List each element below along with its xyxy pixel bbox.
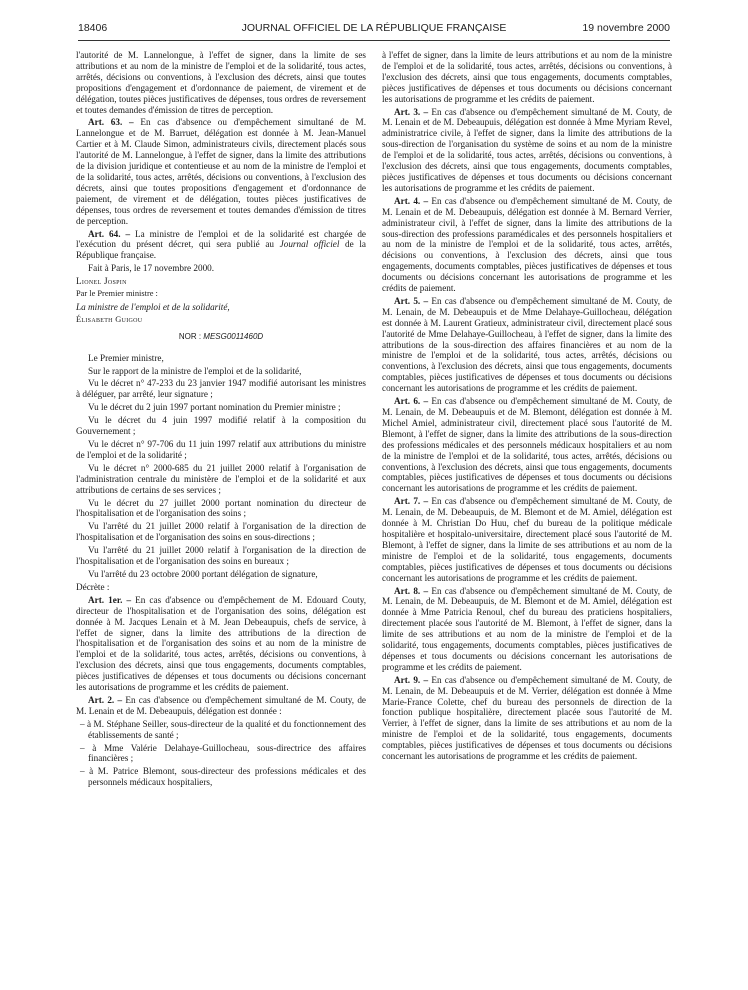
- issue-date: 19 novembre 2000: [582, 22, 670, 34]
- article-label: Art. 64. –: [88, 228, 131, 239]
- article-text: En cas d'absence ou d'empêchement de M. Edouard Couty, directeur de l'hospitalisation et de l'organisation des soins, délégation est donnée à M. Jacques Lenain et à M. Jean Debeaupuis, chefs de service, à l'effet de signer, dans la limite des attributions de la direction de l'hospitalisation et de l'organisation des soins et au nom de la ministre de l'emploi et de la solidarité, tous actes, arrêtés, décisions ou conventions, à l'exclusion des décrets, ainsi que tous engagements, documents comptables, pièces justificatives de dépenses et tous documents ou décisions concernant les autorisations de programme et les crédits de paiement.: [76, 594, 366, 693]
- visa-line: Vu le décret du 27 juillet 2000 portant nomination du directeur de l'hospitalisation et de l'organisation des soins ;: [76, 497, 366, 519]
- article-label: Art. 6. –: [394, 396, 429, 407]
- article-label: Art. 3. –: [394, 106, 429, 117]
- visa-line: Vu l'arrêté du 21 juillet 2000 relatif à l'organisation de la direction de l'hospitalisation et de l'organisation des soins en bureaux ;: [76, 545, 366, 567]
- article-label: Art. 9. –: [394, 674, 429, 685]
- page-number: 18406: [78, 22, 108, 34]
- journal-reference: Journal officiel: [279, 239, 340, 250]
- article-text: En cas d'absence ou d'empêchement simultané de M. Couty, de M. Lenain, de M. Debeaupuis, de M. Blemont et de M. Amiel, délégation est donnée à M. Christian Do Huu, chef du bureau de la politique médicale hospitalière et hospitalo-universitaire, directement placé sous l'autorité de M. Blemont, à l'effet de signer, dans la limite de ses attributions et au nom de la ministre de l'emploi et de la solidarité, tous engagements, documents comptables, pièces justificatives de dépenses et tous documents ou décisions concernant les autorisations de programme et les crédits de paiement.: [382, 496, 673, 583]
- signatory-minister: Élisabeth Guigou: [76, 314, 143, 324]
- header-rule: [78, 40, 670, 41]
- page-header: [78, 18, 670, 40]
- nor-label: NOR :: [178, 331, 202, 341]
- paragraph: l'autorité de M. Lannelongue, à l'effet de signer, dans la limite de ses attributions et au nom de la ministre de l'emploi et de la solidarité, tous actes, arrêtés, décisions ou conventions, à l'exclusion des décrets, ainsi que toutes propositions d'engagement et d'ordonnance de paiement, de virement et de délégation, toutes pièces justificatives de dépenses, tous ordres de reversement et toutes demandes d'émission de titres de perception.: [76, 50, 366, 115]
- article-3: [382, 107, 672, 194]
- article-1: [76, 595, 366, 693]
- visa-line: Sur le rapport de la ministre de l'emploi et de la solidarité,: [88, 365, 302, 376]
- article-4: [382, 196, 672, 294]
- visa-line: Vu le décret n° 2000-685 du 21 juillet 2000 relatif à l'organisation de l'administration centrale du ministère de l'emploi et de la solidarité et aux attributions de certains de ses services ;: [76, 462, 366, 495]
- article-label: Art. 4. –: [394, 195, 429, 206]
- journal-title: JOURNAL OFFICIEL DE LA RÉPUBLIQUE FRANÇAISE: [241, 22, 507, 34]
- article-8: [382, 586, 672, 673]
- list-item: – à M. Patrice Blemont, sous-directeur des professions médicales et des personnels médicaux hospitaliers,: [80, 766, 366, 788]
- article-text: En cas d'absence ou d'empêchement simultané de M. Couty, de M. Lenain et de M. Debeaupuis, délégation est donnée à Mme Myriam Revel, administratrice civile, à l'effet de signer, dans la limite des attributions de la sous-direction de l'organisation du système de soins et au nom de la ministre de l'emploi et de la solidarité, tous actes, arrêtés, décisions ou conventions, à l'exclusion des décrets, ainsi que tous engagements, documents comptables, pièces justificatives de dépenses et tous documents ou décisions concernant les autorisations de programme et les crédits de paiement.: [382, 106, 673, 193]
- signature-place-date: Fait à Paris, le 17 novembre 2000.: [88, 263, 215, 274]
- article-text: En cas d'absence ou d'empêchement simultané de M. Couty, de M. Lenain et de M. Debeaupuis, délégation est donnée à M. Bernard Verrier, administrateur civil, à l'effet de signer, dans la limite des attributions de la sous-direction des professions paramédicales et des personnels hospitaliers et au nom de la ministre de l'emploi et de la solidarité, tous actes, arrêtés, décisions ou conventions, à l'exclusion des décrets, ainsi que tous engagements, documents comptables, pièces justificatives de dépenses et tous documents ou décisions concernant les autorisations de programme et les crédits de paiement.: [382, 195, 673, 294]
- article-text: En cas d'absence ou d'empêchement simultané de M. Couty, de M. Lenain, de M. Debeaupuis, de M. Blemont et de M. Amiel, délégation est donnée à Mme Patricia Renoul, chef du bureau des praticiens hospitaliers, directement placée sous l'autorité de M. Blemont, à l'effet de signer, dans la limite de ses attributions et au nom de la ministre de l'emploi et de la solidarité, tous engagements, documents comptables, pièces justificatives de dépenses et tous documents ou décisions concernant les autorisations de programme et les crédits de paiement.: [382, 585, 673, 672]
- left-column: [76, 50, 366, 790]
- article-text: En cas d'absence ou d'empêchement simultané de M. Couty, de M. Lenain et de M. Debeaupuis, délégation est donnée :: [76, 694, 367, 716]
- nor-reference: [76, 332, 366, 343]
- article-label: Art. 7. –: [394, 496, 429, 507]
- article-6: [382, 396, 672, 494]
- right-column: [382, 50, 672, 764]
- visa-line: Vu l'arrêté du 23 octobre 2000 portant délégation de signature,: [88, 568, 318, 579]
- article-2: [76, 695, 366, 717]
- article-label: Art. 63. –: [88, 117, 134, 128]
- article-text: de la République française.: [76, 239, 366, 261]
- article-label: Art. 2. –: [88, 694, 123, 705]
- visa-line: Le Premier ministre,: [88, 352, 164, 363]
- article-text: En cas d'absence ou d'empêchement simultané de M. Couty, de M. Lenain, de M. Debeaupuis et de Mme Delahaye-Guillocheau, délégation est donnée à M. Laurent Gratieux, administrateur civil, directement placé sous l'autorité de Mme Delahaye-Guillocheau, à l'effet de signer, dans la limite des attributions de la sous-direction des affaires financières et au nom de la ministre de l'emploi et de la solidarité, tous actes, arrêtés, décisions ou conventions, à l'exclusion des décrets, ainsi que tous engagements, documents comptables, pièces justificatives de dépenses et tous documents ou décisions concernant les autorisations de programme et les crédits de paiement.: [382, 295, 673, 394]
- by-the-prime-minister: Par le Premier ministre :: [76, 289, 158, 299]
- visa-line: Vu l'arrêté du 21 juillet 2000 relatif à l'organisation de la direction de l'hospitalisation et de l'organisation des soins en sous-directions ;: [76, 521, 366, 543]
- article-9: [382, 675, 672, 762]
- article-label: Art. 8. –: [394, 585, 429, 596]
- visa-line: Vu le décret du 4 juin 1997 modifié relatif à la composition du Gouvernement ;: [76, 415, 366, 437]
- signatory-prime-minister: Lionel Jospin: [76, 276, 127, 287]
- article-text: La ministre de l'emploi et de la solidarité est chargée de l'exécution du présent décret, qui sera publié au: [76, 228, 367, 250]
- article-text: En cas d'absence ou d'empêchement simultané de M. Couty, de M. Lenain, de M. Debeaupuis et de M. Blemont, délégation est donnée à M. Michel Amiel, administrateur civil, directement placé sous l'autorité de M. Blemont, à l'effet de signer, dans la limite des attributions de la sous-direction des professions médicales et des personnels médicaux hospitaliers et au nom de la ministre de l'emploi et de la solidarité, tous actes, arrêtés, décisions ou conventions, à l'exclusion des décrets, ainsi que tous engagements, documents comptables, pièces justificatives de dépenses et tous documents ou décisions concernant les autorisations de programme et les crédits de paiement.: [382, 396, 673, 494]
- decrete-heading: Décrète :: [76, 581, 110, 592]
- article-label: Art. 5. –: [394, 295, 429, 306]
- paragraph: à l'effet de signer, dans la limite de leurs attributions et au nom de la ministre de l'emploi et de la solidarité, tous actes, arrêtés, décisions ou conventions, à l'exclusion des décrets, ainsi que tous engagements, documents comptables, pièces justificatives de dépenses et tous documents ou décisions concernant les autorisations de programme et les crédits de paiement.: [382, 50, 672, 104]
- article-5: [382, 296, 672, 394]
- article-64: [76, 229, 366, 262]
- minister-title: La ministre de l'emploi et de la solidarité,: [76, 301, 230, 312]
- article-7: [382, 496, 672, 583]
- nor-code: MESG0011460D: [203, 331, 264, 341]
- visa-line: Vu le décret du 2 juin 1997 portant nomination du Premier ministre ;: [88, 402, 341, 413]
- list-item: – à M. Stéphane Seiller, sous-directeur de la qualité et du fonctionnement des établissements de santé ;: [80, 718, 366, 740]
- article-63: [76, 117, 366, 226]
- article-text: En cas d'absence ou d'empêchement simultané de M. Couty, de M. Lenain, de M. Debeaupuis et de M. Verrier, délégation est donnée à Mme Marie-France Colette, chef du bureau des personnels de direction de la fonction publique hospitalière, directement placée sous l'autorité de M. Verrier, à l'effet de signer, dans la limite de ses attributions et au nom de la ministre de l'emploi et de la solidarité, tous engagements, documents comptables, pièces justificatives de dépenses et tous documents ou décisions concernant les autorisations de programme et les crédits de paiement.: [382, 674, 673, 762]
- list-item: – à Mme Valérie Delahaye-Guillocheau, sous-directrice des affaires financières ;: [80, 742, 366, 764]
- visa-line: Vu le décret n° 47-233 du 23 janvier 1947 modifié autorisant les ministres à déléguer, par arrêté, leur signature ;: [76, 378, 366, 400]
- article-text: En cas d'absence ou d'empêchement simultané de M. Lannelongue et de M. Barruet, délégation est donnée à M. Jean-Manuel Cartier et à M. Claude Simon, administrateurs civils, directement placés sous l'autorité de M. Lannelongue, à l'effet de signer, dans la limite des attributions de la division juridique et contentieuse et au nom de la ministre de l'emploi et de la solidarité, tous actes, arrêtés, décisions ou conventions, à l'exclusion des décrets, ainsi que toutes propositions d'engagement et d'ordonnance de paiement, de virement et de délégation, toutes pièces justificatives de dépenses, tous ordres de reversement et toutes demandes d'émission de titres de perception.: [76, 117, 367, 226]
- article-label: Art. 1er. –: [88, 594, 132, 605]
- visa-line: Vu le décret n° 97-706 du 11 juin 1997 relatif aux attributions du ministre de l'emploi et de la solidarité ;: [76, 439, 366, 460]
